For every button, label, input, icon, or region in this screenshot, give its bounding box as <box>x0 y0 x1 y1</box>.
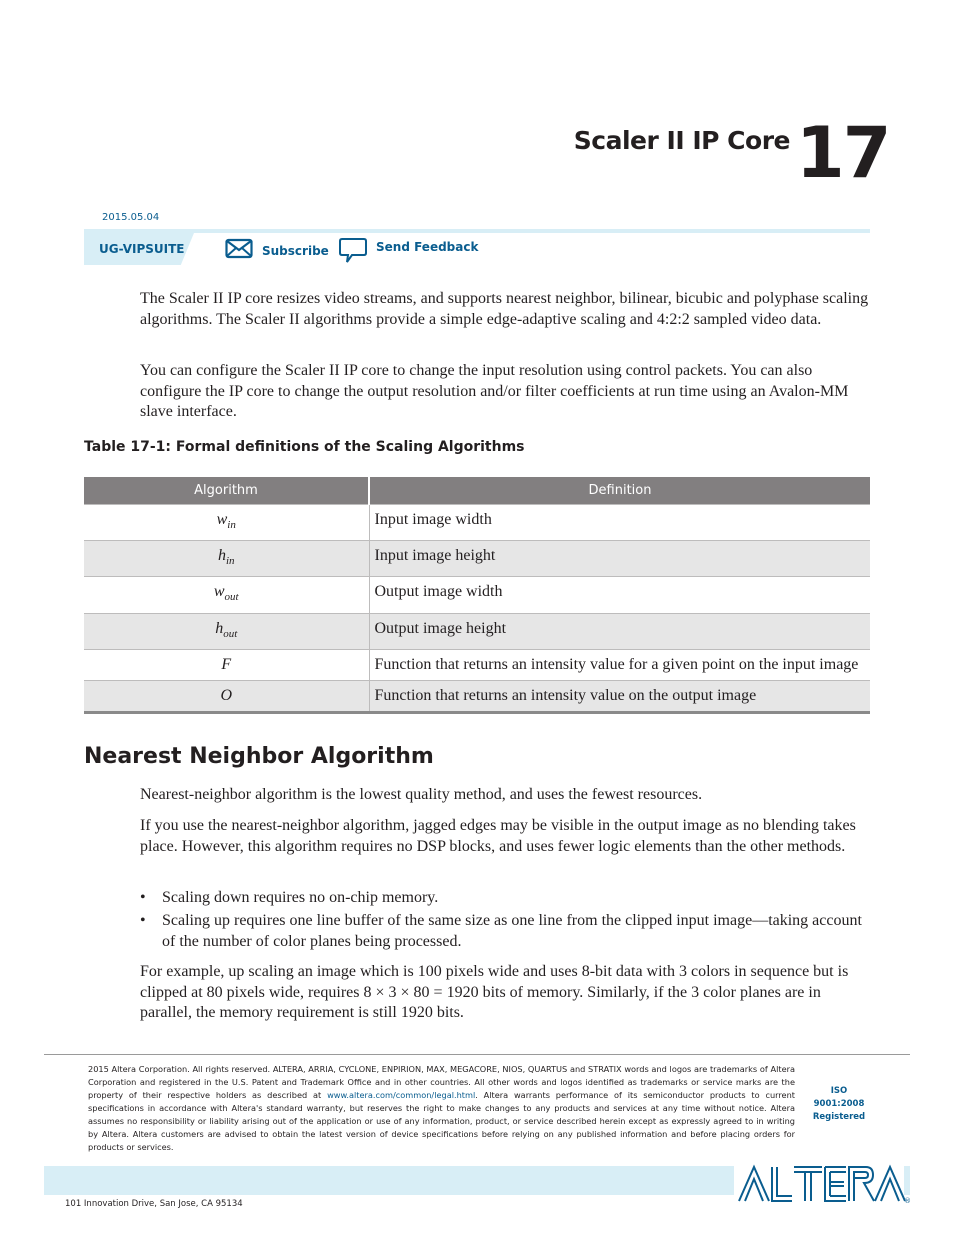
list-item-text: Scaling down requires no on-chip memory. <box>162 889 439 906</box>
chapter-number: 17 <box>796 112 890 194</box>
company-address: 101 Innovation Drive, San Jose, CA 95134 <box>65 1199 243 1209</box>
definition-cell: Input image width <box>369 505 870 541</box>
speech-bubble-icon[interactable] <box>338 237 368 265</box>
table-row <box>84 505 870 541</box>
table-row <box>84 613 870 649</box>
nearest-paragraph-1: Nearest-neighbor algorithm is the lowest quality method, and uses the fewest resources. <box>140 786 703 803</box>
symbol-cell <box>84 649 369 680</box>
document-date: 2015.05.04 <box>102 212 160 223</box>
section-heading: Nearest Neighbor Algorithm <box>84 744 434 769</box>
table-row <box>84 649 870 680</box>
symbol-subscript: out <box>223 627 238 640</box>
intro-paragraph-2: You can configure the Scaler II IP core to change the input resolution using control packets. You can also configure the IP core to change the output resolution and/or filter coefficients at run time using an Avalon-MM slave interface. <box>140 362 849 420</box>
altera-logo <box>736 1164 910 1204</box>
chapter-title: Scaler II IP Core <box>573 126 790 155</box>
definition-cell: Function that returns an intensity value for a given point on the input image <box>369 649 870 680</box>
footer-divider <box>44 1054 910 1055</box>
symbol-cell <box>84 577 369 613</box>
symbol-subscript: out <box>224 591 239 604</box>
column-header-definition: Definition <box>369 477 870 505</box>
envelope-icon[interactable] <box>225 238 253 260</box>
symbol: F <box>221 655 232 673</box>
symbol: O <box>220 686 233 704</box>
symbol: w <box>216 511 228 528</box>
list-item-text: Scaling up requires one line buffer of the same size as one line from the clipped input image—taking account of the number of color planes being processed. <box>162 912 862 950</box>
nearest-paragraph-3: For example, up scaling an image which is 100 pixels wide and uses 8-bit data with 3 colors in sequence but is clipped at 80 pixels wide, requires 8 × 3 × 80 = 1920 bits of memory. Similarly, if the 3 color planes are in parallel, the memory requirement is still 1920 bits. <box>140 963 849 1021</box>
table-caption: Table 17-1: Formal definitions of the Scaling Algorithms <box>84 439 525 455</box>
doc-id: UG-VIPSUITE <box>99 242 185 256</box>
iso-line-1: ISO <box>830 1086 848 1096</box>
iso-badge <box>805 1085 873 1124</box>
symbol-cell <box>84 541 369 577</box>
nearest-paragraph-2: If you use the nearest-neighbor algorithm, jagged edges may be visible in the output image as no blending takes place. However, this algorithm requires no DSP blocks, and uses fewer logic elements than the other methods. <box>140 817 856 855</box>
intro-paragraph-1: The Scaler II IP core resizes video streams, and supports nearest neighbor, bilinear, bicubic and polyphase scaling algorithms. The Scaler II algorithms provide a simple edge-adaptive scaling and 4:2:2 sampled video data. <box>140 290 869 328</box>
symbol: h <box>217 547 226 565</box>
bullet-icon: • <box>140 912 146 929</box>
header-band <box>84 229 870 233</box>
symbol: h <box>215 619 224 637</box>
symbol-cell <box>84 613 369 649</box>
legal-text-1: 2015 Altera Corporation. All rights reserved. ALTERA, ARRIA, CYCLONE, ENPIRION, MAX, MEGACORE, NIOS, QUARTUS and STRATIX words and logos are trademarks of Altera Corporation and registered in the U.S. Patent and Trademark Office and in other countries. All other words and logos identified as trademarks or service marks are the property of their respective holders as described at <box>88 1064 795 1100</box>
list-item <box>140 911 870 953</box>
subscribe-link[interactable]: Subscribe <box>262 244 329 258</box>
legal-text-2: . Altera warrants performance of its semiconductor products to current specifications in accordance with Altera's standard warranty, but reserves the right to make changes to any products and services at any time without notice. Altera assumes no responsibility or liability arising out of the application or use of any information, product, or service described herein except as expressly agreed to in writing by Altera. Altera customers are advised to obtain the latest version of device specifications before relying on any published information and before placing orders for products or services. <box>88 1090 795 1152</box>
definition-cell: Function that returns an intensity value on the output image <box>369 680 870 712</box>
iso-line-2: 9001:2008 <box>813 1099 865 1109</box>
definition-cell: Output image width <box>369 577 870 613</box>
symbol-cell <box>84 505 369 541</box>
symbol-cell <box>84 680 369 712</box>
table-row <box>84 680 870 712</box>
iso-line-3: Registered <box>812 1112 866 1122</box>
symbol: w <box>213 583 225 601</box>
definition-cell: Output image height <box>369 613 870 649</box>
bullet-icon: • <box>140 889 146 906</box>
svg-text:®: ® <box>904 1197 911 1205</box>
symbol-subscript: in <box>225 555 235 568</box>
definitions-table <box>84 477 870 714</box>
legal-notice <box>88 1063 795 1154</box>
table-header-row <box>84 477 870 505</box>
list-item <box>140 888 870 909</box>
definition-cell: Input image height <box>369 541 870 577</box>
table-row <box>84 577 870 613</box>
symbol-subscript: in <box>227 519 236 532</box>
send-feedback-link[interactable]: Send Feedback <box>376 240 479 254</box>
legal-link[interactable]: www.altera.com/common/legal.html <box>327 1090 476 1100</box>
column-header-algorithm: Algorithm <box>84 477 369 505</box>
table-row <box>84 541 870 577</box>
